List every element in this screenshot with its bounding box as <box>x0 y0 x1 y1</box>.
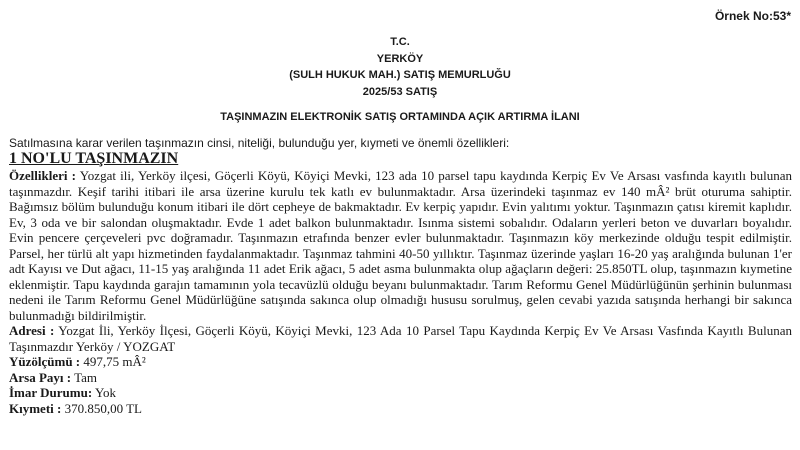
sample-number: Örnek No:53* <box>714 9 791 23</box>
features-text: Yozgat ili, Yerköy ilçesi, Göçerli Köyü, Köyiçi Mevki, 123 ada 10 parsel tapu kaydında Kerpiç Ev Ve Arsası vasfında kayıtlı bulunan taşınmazdır. Keşif tarihi itibari ile arsa üzerine kurulu tek katlı ev bulunmaktadır. Arsa üzerindeki taşınmaz ev 140 mÂ² brüt oturuma sahiptir. Bağımsız bölüm bulunduğu konum itibari ile dört cepheye de bakmaktadır. Ev kerpiç yapıdır. Evin yalıtımı yoktur. Taşınmazın çatısı kiremit kaplıdır. Ev, 3 oda ve bir salondan oluşmaktadır. Evde 1 adet balkon bulunmaktadır. Isınma sistemi sobalıdır. Odaların yerleri beton ve duvarları boyalıdır. Evin pencere çerçeveleri pvc doğramadır. Taşınmazın etrafında benzer evler bulunmaktadır. Taşınmazın köy merkezinde olduğu tespit edilmiştir. Parsel, her türlü alt yapı hizmetinden faydalanmaktadır. Taşınmaz tahmini 40-50 yıllıktır. Taşınmaz üzerinde yaşları 16-20 yaş aralığında bulunan 1'er adt Kayısı ve Dut ağacı, 11-15 yaş aralığında 11 adet Erik ağacı, 5 adet asma bulunmakta olup ağaçların değeri: 25.850TL olup, taşınmazın kıymetine eklenmiştir. Tapu kaydında garajın tamamının yola tecavüzlü olduğu beyanı bulunmaktadır. Tarım Reformu Genel Müdürlüğünün şerhinin bulunması nedeni ile Tarım Reformu Genel Müdürlüğüne satışında sakınca olup olmadığı hususu sorulmuş, gelen cevabi yazıda satışında herhangi bir sakınca bulunmadığı bildirilmiştir. <box>9 168 793 323</box>
address-label: Adresi : <box>9 323 55 338</box>
land-share-label: Arsa Payı : <box>9 369 72 385</box>
zoning-label: İmar Durumu: <box>9 385 93 400</box>
value-field <box>9 401 792 417</box>
header-line-tc: T.C. <box>390 36 410 48</box>
property-details <box>9 168 792 416</box>
land-share-field <box>9 370 792 386</box>
header-line-town: YERKÖY <box>376 52 424 65</box>
address-text: Yozgat İli, Yerköy İlçesi, Göçerli Köyü, Köyiçi Mevki, 123 Ada 10 Parsel Tapu Kaydında Kerpiç Ev Ve Arsası Vasfında Kayıtlı Bulunan Taşınmazdır Yerköy / YOZGAT <box>9 323 792 354</box>
land-share-value: Tam <box>71 369 98 385</box>
area-label: Yüzölçümü : <box>9 354 81 369</box>
area-value: 497,75 mÂ² <box>80 354 146 369</box>
announcement-title: TAŞINMAZIN ELEKTRONİK SATIŞ ORTAMINDA AÇIK ARTIRMA İLANI <box>220 111 580 123</box>
intro-text: Satılmasına karar verilen taşınmazın cinsi, niteliği, bulunduğu yer, kıymeti ve önemli özellikleri: <box>9 136 510 150</box>
value-label: Kıymeti : <box>9 400 62 416</box>
document-header <box>0 34 800 100</box>
area-field <box>9 354 792 370</box>
zoning-field <box>9 385 792 401</box>
address-paragraph <box>9 323 792 354</box>
features-label: Özellikleri : <box>9 168 77 183</box>
property-heading: 1 NO'LU TAŞINMAZIN <box>9 150 179 167</box>
header-line-case: 2025/53 SATIŞ <box>362 85 438 98</box>
header-line-office: (SULH HUKUK MAH.) SATIŞ MEMURLUĞU <box>289 69 511 81</box>
zoning-value: Yok <box>92 385 117 400</box>
value-amount: 370.850,00 TL <box>61 400 142 416</box>
features-paragraph <box>9 168 792 323</box>
